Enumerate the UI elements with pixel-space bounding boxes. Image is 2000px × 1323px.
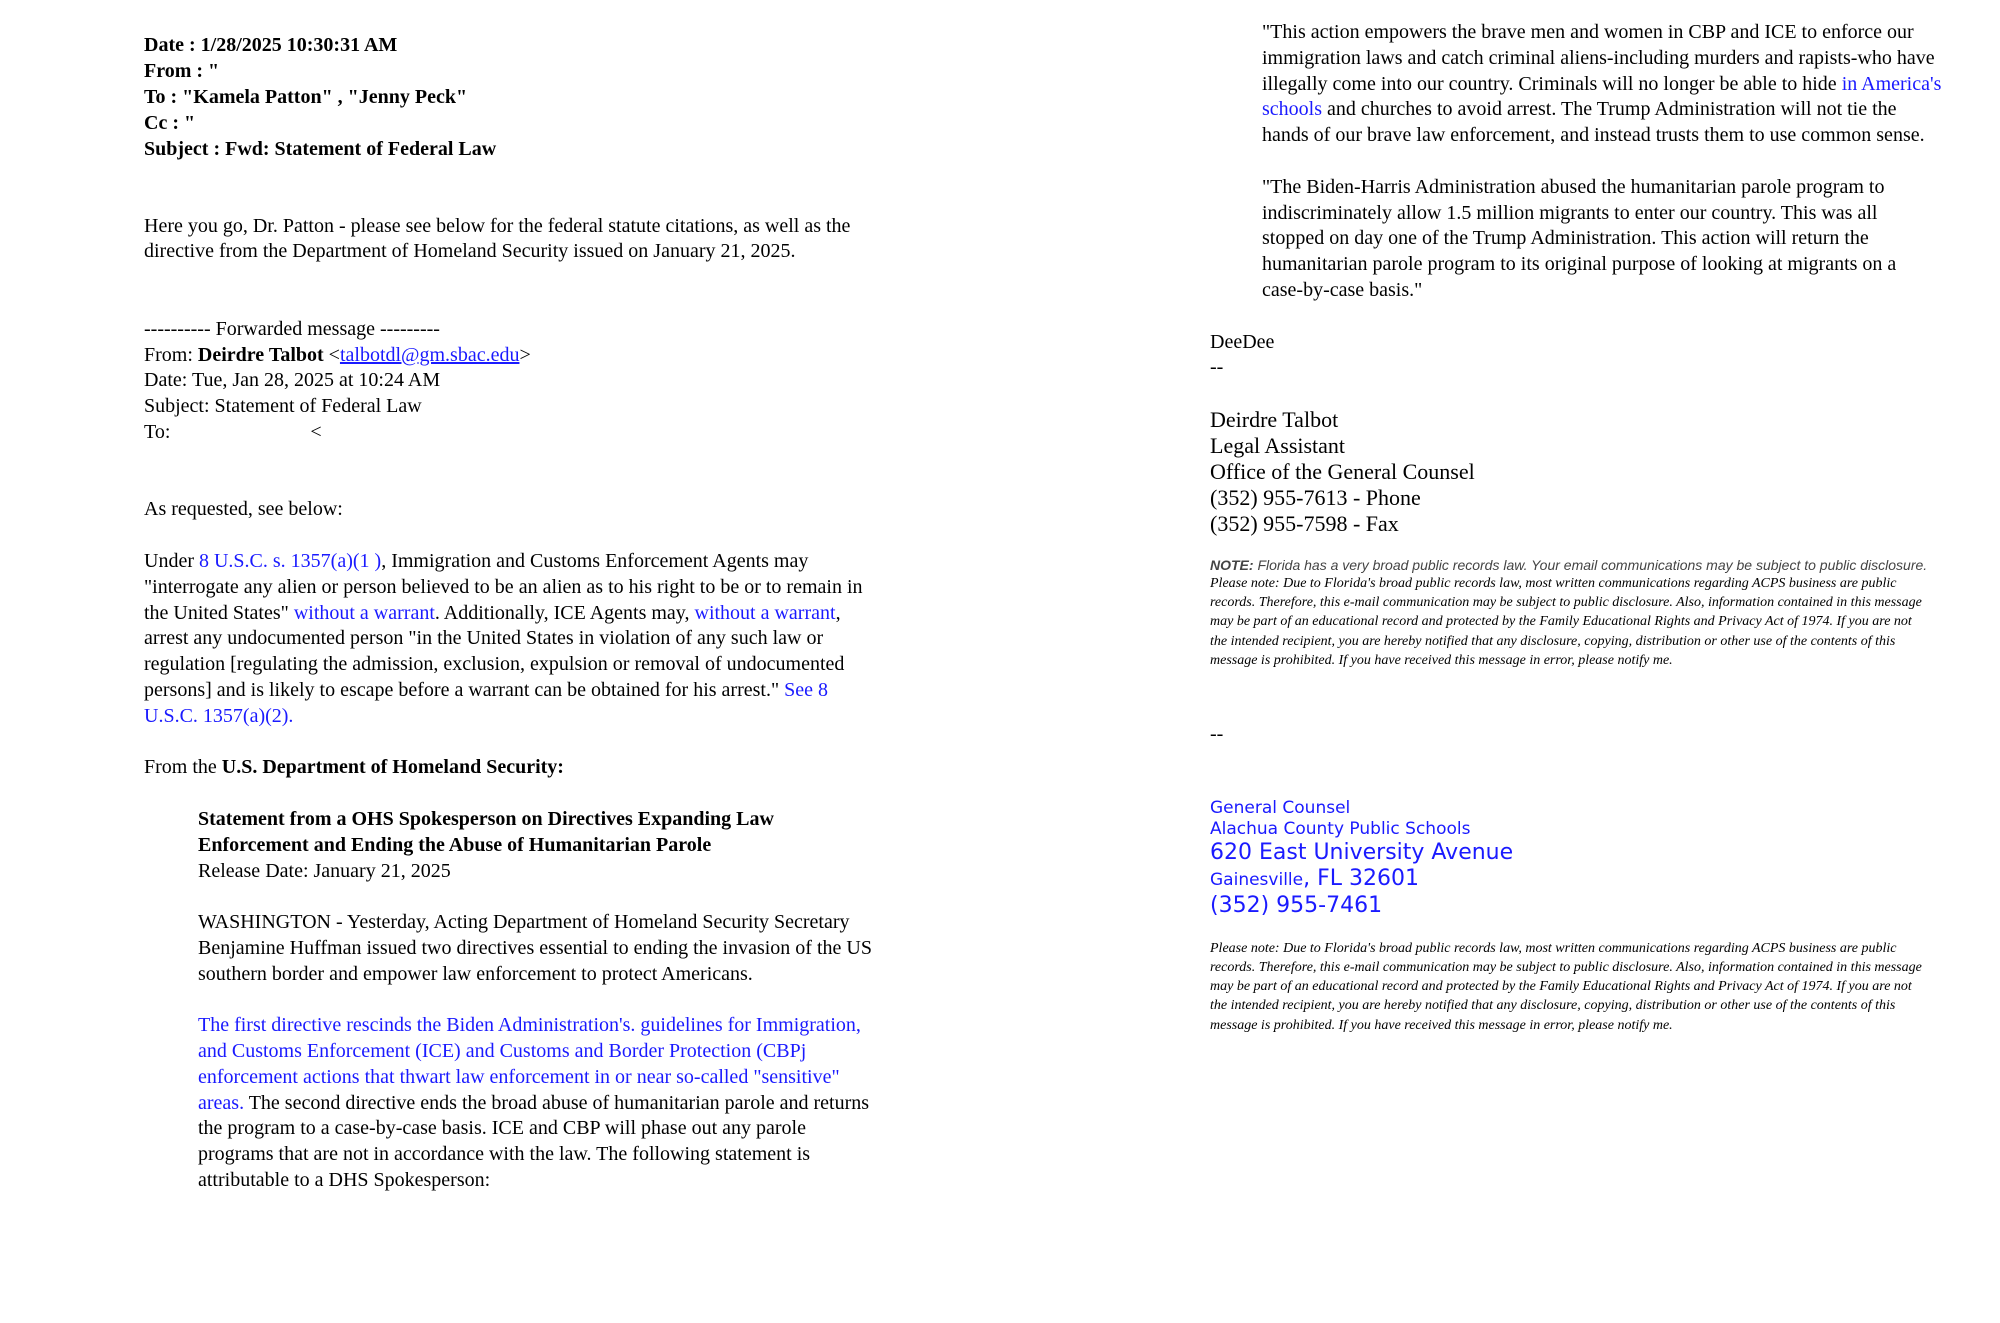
- sig-office: Office of the General Counsel: [1210, 458, 1475, 484]
- forwarded-date: Date: Tue, Jan 28, 2025 at 10:24 AM: [144, 369, 441, 392]
- note-text: Florida has a very broad public records law. Your email communications may be subject to public disclosure.: [1253, 556, 1928, 573]
- header-from: From : ": [144, 60, 220, 82]
- disclaimer-1: Please note: Due to Florida's broad public records law, most written communications regarding ACPS business are public records. Therefore, this e-mail communication may be subject to public disclosure. Also, information contained in this message may be part of an educational record and protected by the Family Educational Rights and Privacy Act of 1974. If you are not the intended recipient, you are hereby notified that any disclosure, copying, distribution or other use of the contents of this message is prohibited. If you have received this message in error, please notify me.: [1210, 575, 1922, 668]
- gc-city: Gainesville: [1210, 869, 1304, 890]
- quote-2: "The Biden-Harris Administration abused the humanitarian parole program to indiscriminately allow 1.5 million migrants to enter our country. This was all stopped on day one of the Trump Administration. This action will return the humanitarian parole program to its original purpose of looking at migrants on a case-by-case basis.": [1262, 175, 1897, 301]
- public-records-note: [1210, 557, 1940, 574]
- statute-cite-2-link[interactable]: See 8 U.S.C. 1357(a)(2).: [144, 678, 829, 727]
- forwarded-to: [144, 420, 884, 446]
- gc-state-zip: , FL 32601: [1303, 865, 1419, 891]
- statute-text-a: , Immigration and Customs Enforcement Agents may "interrogate any alien or person believed to be an alien as to his right to be or to remain in the United States": [144, 549, 863, 624]
- gc-street: 620 East University Avenue: [1210, 839, 1514, 865]
- sender-email-link[interactable]: talbotdl@gm.sbac.edu: [339, 343, 520, 366]
- without-warrant-link-1[interactable]: without a warrant: [293, 601, 435, 624]
- header-to: To : "Kamela Patton" , "Jenny Peck": [144, 86, 468, 108]
- statute-paragraph: [144, 549, 884, 730]
- sig-title: Legal Assistant: [1210, 432, 1346, 458]
- from-label: From:: [144, 343, 198, 366]
- left-column: [144, 32, 884, 1194]
- without-warrant-link-2[interactable]: without a warrant: [694, 601, 836, 624]
- americas-schools-link[interactable]: in America's schools: [1262, 72, 1942, 121]
- statute-text-c: , arrest any undocumented person "in the United States in violation of any such law or regulation [regulating the admission, exclusion, expulsion or removal of undocumented persons] and is likely to escape before a warrant can be obtained for his arrest.": [144, 601, 845, 701]
- from-gt: >: [519, 343, 531, 366]
- from-dhs-line: [144, 755, 884, 781]
- disclaimer-2: Please note: Due to Florida's broad public records law, most written communications regarding ACPS business are public records. Therefore, this e-mail communication may be subject to public disclosure. Also, information contained in this message may be part of an educational record and protected by the Family Educational Rights and Privacy Act of 1974. If you are not the intended recipient, you are hereby notified that any disclosure, copying, distribution or other use of the contents of this message is prohibited. If you have received this message in error, please notify me.: [1210, 940, 1922, 1033]
- signature-dash: --: [1210, 356, 1224, 379]
- email-header: [144, 32, 884, 162]
- quote-1-text-a: "This action empowers the brave men and women in CBP and ICE to enforce our immigration laws and catch criminal aliens-including murders and rapists-who have illegally come into our country. Criminals will no longer be able to hide: [1262, 21, 1935, 95]
- spokesperson-quotes: [1262, 20, 1942, 304]
- quote-1: [1262, 20, 1942, 149]
- from-name: Deirdre Talbot: [197, 343, 324, 366]
- to-label: To:: [144, 420, 171, 443]
- header-cc: Cc : ": [144, 112, 196, 134]
- signoff: DeeDee: [1210, 330, 1275, 353]
- from-lt: <: [323, 343, 340, 366]
- release-date: Release Date: January 21, 2025: [198, 859, 451, 882]
- gc-org: Alachua County Public Schools: [1210, 818, 1471, 839]
- directives-paragraph: [198, 1013, 884, 1194]
- right-column: [1210, 20, 1940, 1035]
- quote-1-text-b: and churches to avoid arrest. The Trump Administration will not tie the hands of our brave law enforcement, and instead trusts them to use common sense.: [1262, 98, 1925, 147]
- sig-phone: (352) 955-7613 - Phone: [1210, 484, 1421, 510]
- statute-cite-1-link[interactable]: 8 U.S.C. s. 1357(a)(1 ): [198, 549, 382, 572]
- gc-title: General Counsel: [1210, 797, 1351, 818]
- forwarded-from: [144, 343, 884, 369]
- header-subject: Subject : Fwd: Statement of Federal Law: [144, 138, 497, 160]
- general-counsel-block: [1210, 798, 1940, 919]
- statement-title: Statement from a OHS Spokesperson on Directives Expanding Law Enforcement and Ending the Abuse of Humanitarian Parole: [198, 807, 774, 856]
- sig-fax: (352) 955-7598 - Fax: [1210, 510, 1399, 536]
- forwarded-divider: ---------- Forwarded message ---------: [144, 317, 440, 340]
- statute-text-b: . Additionally, ICE Agents may,: [434, 601, 695, 624]
- intro-paragraph: Here you go, Dr. Patton - please see below for the federal statute citations, as well as the directive from the Department of Homeland Security issued on January 21, 2025.: [144, 214, 851, 263]
- gc-phone: (352) 955-7461: [1210, 892, 1383, 918]
- separator-dash: --: [1210, 722, 1224, 745]
- first-directive-link[interactable]: The first directive rescinds the Biden Administration's. guidelines for Immigration, and Customs Enforcement (ICE) and Customs and Border Protection (CBPj enforcement actions that thwart law enforcement in or near so-called "sensitive" areas.: [198, 1014, 861, 1114]
- from-dhs-prefix: From the: [144, 756, 222, 779]
- second-directive-text: The second directive ends the broad abuse of humanitarian parole and returns the program to a case-by-case basis. ICE and CBP will phase out any parole programs that are not in accordance with the law. The following statement is attributable to a DHS Spokesperson:: [198, 1091, 870, 1192]
- forwarded-subject: Subject: Statement of Federal Law: [144, 395, 422, 418]
- gc-city-line: [1210, 866, 1940, 893]
- under-text: Under: [144, 549, 199, 572]
- header-date: Date : 1/28/2025 10:30:31 AM: [144, 34, 398, 56]
- dhs-statement: [198, 807, 884, 1194]
- sig-name: Deirdre Talbot: [1210, 406, 1339, 432]
- as-requested: As requested, see below:: [144, 498, 343, 521]
- to-lt: <: [310, 420, 322, 443]
- dhs-name: U.S. Department of Homeland Security:: [221, 756, 564, 779]
- washington-paragraph: WASHINGTON - Yesterday, Acting Department of Homeland Security Secretary Benjamine Huffman issued two directives essential to ending the invasion of the US southern border and empower law enforcement to protect Americans.: [198, 911, 872, 985]
- forwarded-block: [144, 317, 884, 446]
- note-label: NOTE:: [1210, 556, 1254, 573]
- signature-block: [1210, 407, 1940, 537]
